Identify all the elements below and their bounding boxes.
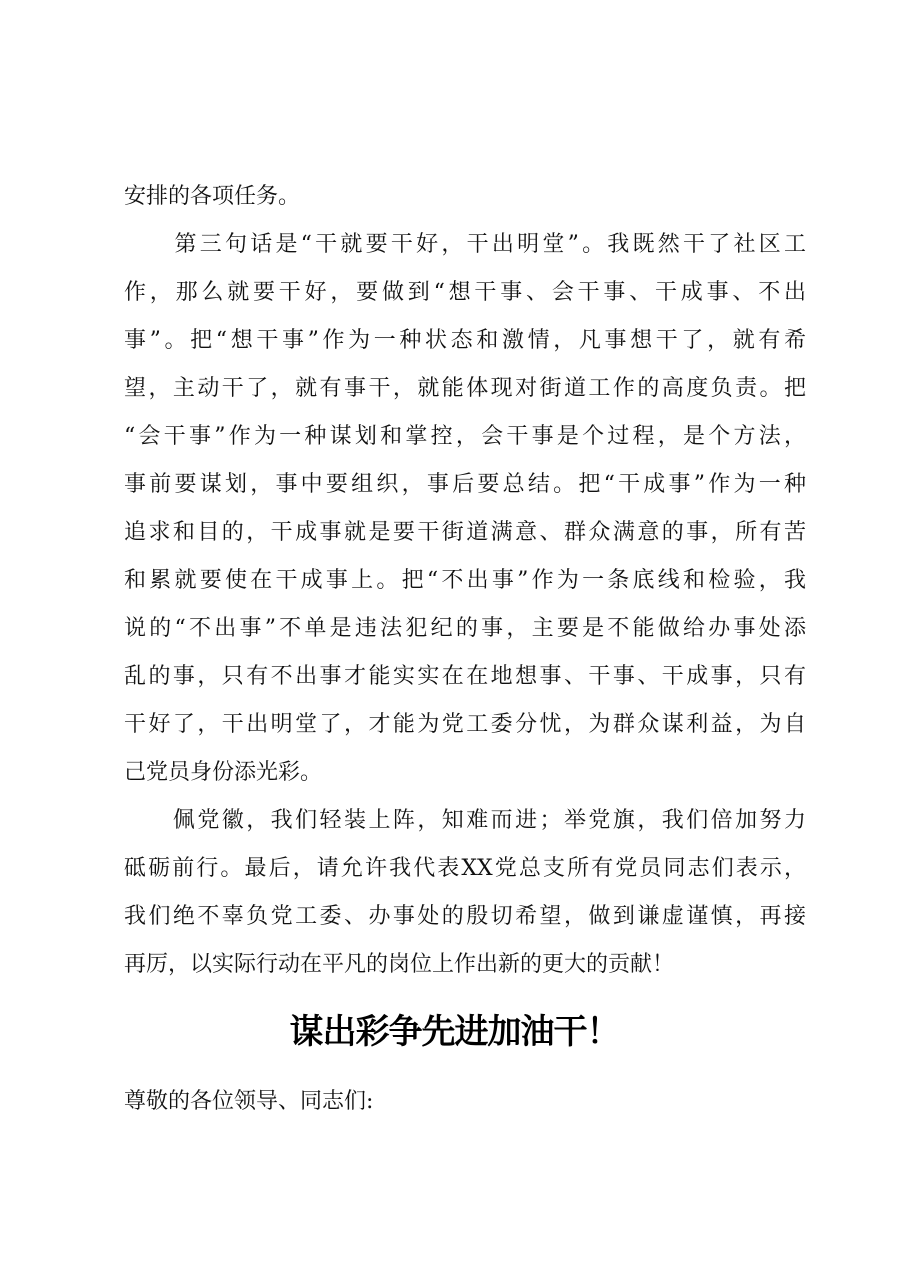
text-line: 再厉，以实际行动在平凡的岗位上作出新的更大的贡献！ — [124, 952, 675, 977]
text-line: 己党员身份添光彩。 — [124, 760, 323, 785]
text-line: 第三句话是“干就要干好，干出明堂”。我既然干了社区工 — [124, 232, 806, 257]
text-line: 干好了，干出明堂了，才能为党工委分忧，为群众谋利益，为自 — [124, 712, 806, 737]
text-line: 事”。把“想干事”作为一种状态和激情，凡事想干了，就有希 — [124, 328, 806, 353]
body-text — [124, 173, 806, 989]
text-line: 说的“不出事”不单是违法犯纪的事，主要是不能做给办事处添 — [124, 616, 806, 641]
text-line: 乱的事，只有不出事才能实实在在地想事、干事、干成事，只有 — [124, 664, 806, 689]
text-line: 佩党徽，我们轻装上阵，知难而进；举党旗，我们倍加努力 — [124, 808, 806, 833]
text-line: 砥砺前行。最后，请允许我代表XX党总支所有党员同志们表示， — [124, 856, 806, 881]
text-line: 和累就要使在干成事上。把“不出事”作为一条底线和检验，我 — [124, 568, 806, 593]
text-line: 追求和目的，干成事就是要干街道满意、群众满意的事，所有苦 — [124, 520, 806, 545]
text-line: 安排的各项任务。 — [124, 184, 301, 209]
text-line: 望，主动干了，就有事干，就能体现对街道工作的高度负责。把 — [124, 376, 806, 401]
text-line: 作，那么就要干好，要做到“想干事、会干事、干成事、不出 — [124, 280, 806, 305]
text-line: “会干事”作为一种谋划和掌控，会干事是个过程，是个方法， — [124, 424, 806, 449]
text-line: 我们绝不辜负党工委、办事处的殷切希望，做到谦虚谨慎，再接 — [124, 904, 806, 929]
greeting-line: 尊敬的各位领导、同志们: — [124, 1089, 374, 1114]
text-line: 事前要谋划，事中要组织，事后要总结。把“干成事”作为一种 — [124, 472, 806, 497]
section-title: 谋出彩争先进加油干！ — [289, 1012, 620, 1052]
